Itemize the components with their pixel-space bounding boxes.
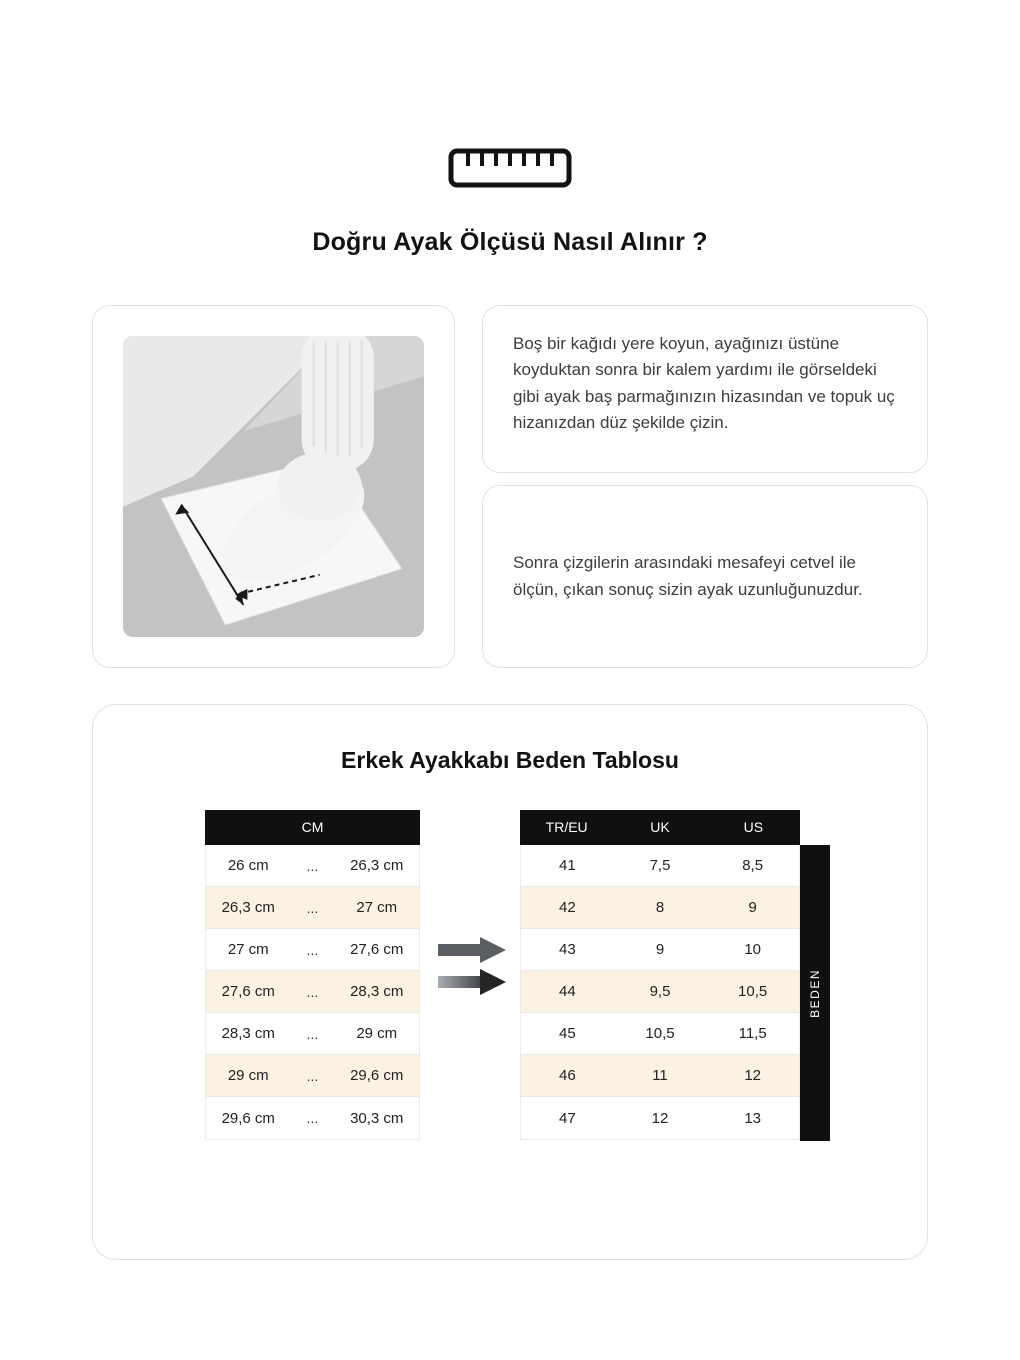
cm-min: 28,3 cm xyxy=(221,1025,275,1042)
table-row xyxy=(521,845,799,887)
cm-separator: ... xyxy=(306,1110,319,1126)
size-table-header-row xyxy=(520,810,800,845)
size-us: 8,5 xyxy=(742,857,764,874)
cm-min: 29 cm xyxy=(227,1067,269,1084)
cm-min: 26,3 cm xyxy=(221,899,275,916)
cm-max: 28,3 cm xyxy=(350,983,404,1000)
table-row xyxy=(521,971,799,1013)
size-treu: 45 xyxy=(558,1025,576,1042)
conversion-arrows-icon xyxy=(438,936,508,1000)
size-uk: 12 xyxy=(651,1109,669,1127)
beden-side-label xyxy=(800,845,830,1141)
size-treu: 42 xyxy=(558,899,576,916)
size-uk: 8 xyxy=(655,899,665,916)
table-row xyxy=(206,1055,419,1097)
size-chart-card xyxy=(92,704,928,1260)
table-row xyxy=(206,929,419,971)
table-row xyxy=(521,929,799,971)
instruction-column xyxy=(482,305,928,668)
size-treu: 44 xyxy=(558,983,576,1000)
cm-min: 26 cm xyxy=(227,857,269,874)
measurement-photo-card xyxy=(92,305,455,668)
size-uk: 7,5 xyxy=(649,857,671,874)
table-row xyxy=(206,971,419,1013)
cm-separator: ... xyxy=(306,1067,319,1084)
cm-table xyxy=(205,810,420,1140)
size-us: 9 xyxy=(748,899,757,916)
size-treu: 47 xyxy=(558,1109,576,1127)
size-uk: 11 xyxy=(652,1067,668,1084)
cm-max: 30,3 cm xyxy=(350,1109,404,1127)
size-chart-title: Erkek Ayakkabı Beden Tablosu xyxy=(341,747,679,773)
table-row xyxy=(521,1013,799,1055)
size-treu: 46 xyxy=(558,1067,576,1084)
table-row xyxy=(521,1055,799,1097)
cm-max: 27 cm xyxy=(356,899,398,916)
table-row xyxy=(206,1013,419,1055)
cm-max: 29 cm xyxy=(356,1025,398,1042)
size-table xyxy=(520,810,800,1141)
cm-min: 27 cm xyxy=(227,941,269,958)
cm-max: 29,6 cm xyxy=(350,1067,404,1084)
cm-table-body xyxy=(205,845,420,1140)
cm-max: 26,3 cm xyxy=(350,857,404,874)
cm-separator: ... xyxy=(306,1025,319,1042)
table-row xyxy=(206,887,419,929)
instruction-card-2 xyxy=(482,485,928,668)
size-us: 10 xyxy=(744,941,761,958)
table-row xyxy=(521,887,799,929)
size-treu: 41 xyxy=(558,857,576,874)
page-title: Doğru Ayak Ölçüsü Nasıl Alınır ? xyxy=(312,228,708,256)
size-table-wrap xyxy=(520,810,830,1141)
instruction-card-1 xyxy=(482,305,928,473)
table-row xyxy=(206,1097,419,1139)
instruction-step-1-text: Boş bir kağıdı yere koyun, ayağınızı üstüne koyduktan sonra bir kalem yardımı ile görseldeki gibi ayak baş parmağınızın hizasından ve topuk uç hizanızdan düz şekilde çizin. xyxy=(513,334,895,433)
size-treu: 43 xyxy=(558,941,576,958)
cm-min: 29,6 cm xyxy=(221,1109,275,1127)
table-row xyxy=(206,845,419,887)
instruction-step-2-text: Sonra çizgilerin arasındaki mesafeyi cetvel ile ölçün, çıkan sonuç sizin ayak uzunluğunuzdur. xyxy=(513,553,863,599)
size-us: 10,5 xyxy=(738,983,768,1000)
size-uk: 9 xyxy=(655,941,665,958)
size-us: 12 xyxy=(744,1067,761,1084)
cm-table-header: CM xyxy=(205,810,420,845)
ruler-icon-graphic xyxy=(448,148,572,188)
size-us: 11,5 xyxy=(738,1025,767,1042)
cm-separator: ... xyxy=(306,899,319,916)
column-header-us: US xyxy=(743,819,764,835)
column-header-treu: TR/EU xyxy=(545,819,588,835)
column-header-uk: UK xyxy=(650,819,670,835)
cm-separator: ... xyxy=(306,857,319,874)
cm-min: 27,6 cm xyxy=(221,983,275,1000)
size-table-body xyxy=(520,845,800,1140)
ruler-icon xyxy=(0,148,1020,188)
size-uk: 10,5 xyxy=(645,1025,675,1042)
table-row xyxy=(521,1097,799,1139)
beden-label-text: BEDEN xyxy=(808,968,822,1018)
measurement-guide-section xyxy=(0,305,1020,668)
foot-measurement-illustration xyxy=(123,336,424,637)
size-uk: 9,5 xyxy=(649,983,671,1000)
cm-separator: ... xyxy=(306,983,319,1000)
size-chart-tables xyxy=(93,810,927,1141)
cm-max: 27,6 cm xyxy=(350,941,404,958)
size-us: 13 xyxy=(744,1109,761,1127)
foot-measurement-photo xyxy=(123,336,424,637)
cm-separator: ... xyxy=(306,941,319,958)
